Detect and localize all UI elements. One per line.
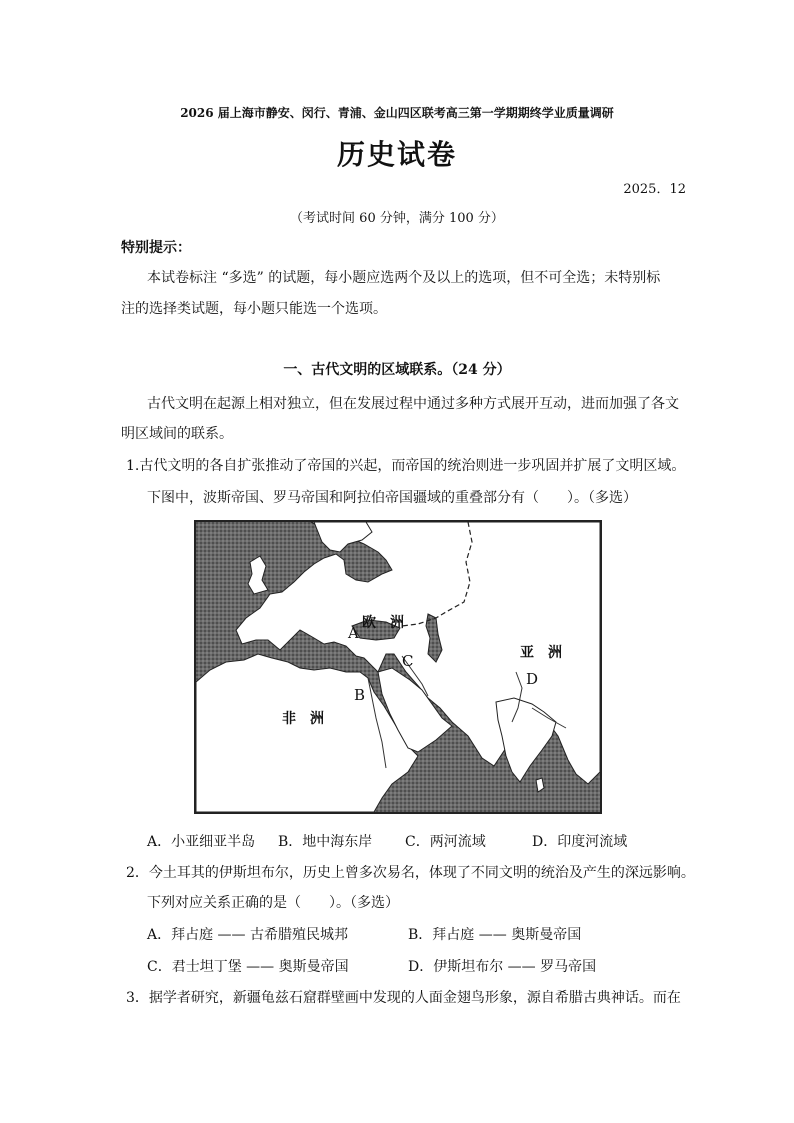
label-europe: 欧 洲: [362, 615, 404, 631]
section-intro-line-2: 明区域间的联系。: [121, 426, 233, 442]
question-2-option-a[interactable]: A．拜占庭 —— 古希腊殖民城邦: [147, 927, 349, 943]
question-1-option-a[interactable]: A．小亚细亚半岛: [147, 834, 256, 850]
historical-map: [194, 520, 602, 814]
exam-time-note: （考试时间 60 分钟，满分 100 分）: [290, 211, 504, 226]
question-1-option-c[interactable]: C．两河流域: [405, 834, 486, 850]
question-1-stem-line-2: 下图中，波斯帝国、罗马帝国和阿拉伯帝国疆域的重叠部分有（ ）。（多选）: [147, 490, 637, 506]
question-1-stem-line-1: 1.古代文明的各自扩张推动了帝国的兴起，而帝国的统治则进一步巩固并扩展了文明区域。: [126, 458, 686, 474]
question-1-option-b[interactable]: B．地中海东岸: [278, 834, 373, 850]
question-3-stem-line-1: 3．据学者研究，新疆龟兹石窟群壁画中发现的人面金翅鸟形象，源自希腊古典神话。而在: [126, 990, 681, 1006]
question-2-option-d[interactable]: D．伊斯坦布尔 —— 罗马帝国: [408, 959, 597, 975]
page-title: 历史试卷: [336, 138, 457, 171]
map-drawing: [196, 522, 600, 812]
question-2-stem-line-2: 下列对应关系正确的是（ ）。（多选）: [147, 895, 399, 911]
notice-line-1: 本试卷标注 “多选” 的试题，每小题应选两个及以上的选项，但不可全选；未特别标: [147, 270, 661, 286]
label-asia: 亚 洲: [520, 645, 562, 661]
section-intro-line-1: 古代文明在起源上相对独立，但在发展过程中通过多种方式展开互动，进而加强了各文: [147, 396, 679, 412]
notice-heading: 特别提示：: [121, 240, 191, 256]
exam-date: 2025．12: [623, 182, 686, 197]
question-1-option-d[interactable]: D．印度河流域: [532, 834, 628, 850]
question-2-stem-line-1: 2．今土耳其的伊斯坦布尔，历史上曾多次易名，体现了不同文明的统治及产生的深远影响。: [126, 865, 695, 881]
question-2-option-b[interactable]: B．拜占庭 —— 奥斯曼帝国: [408, 927, 582, 943]
question-2-option-c[interactable]: C．君士坦丁堡 —— 奥斯曼帝国: [147, 959, 349, 975]
label-africa: 非 洲: [282, 711, 324, 727]
map-marker-a: A: [348, 624, 359, 642]
map-marker-c: C: [402, 652, 414, 670]
map-marker-b: B: [354, 686, 366, 704]
exam-header: 2026 届上海市静安、闵行、青浦、金山四区联考高三第一学期期终学业质量调研: [180, 106, 614, 120]
notice-line-2: 注的选择类试题，每小题只能选一个选项。: [121, 301, 387, 317]
map-marker-d: D: [526, 670, 539, 688]
section-heading: 一、古代文明的区域联系。（24 分）: [283, 362, 511, 378]
